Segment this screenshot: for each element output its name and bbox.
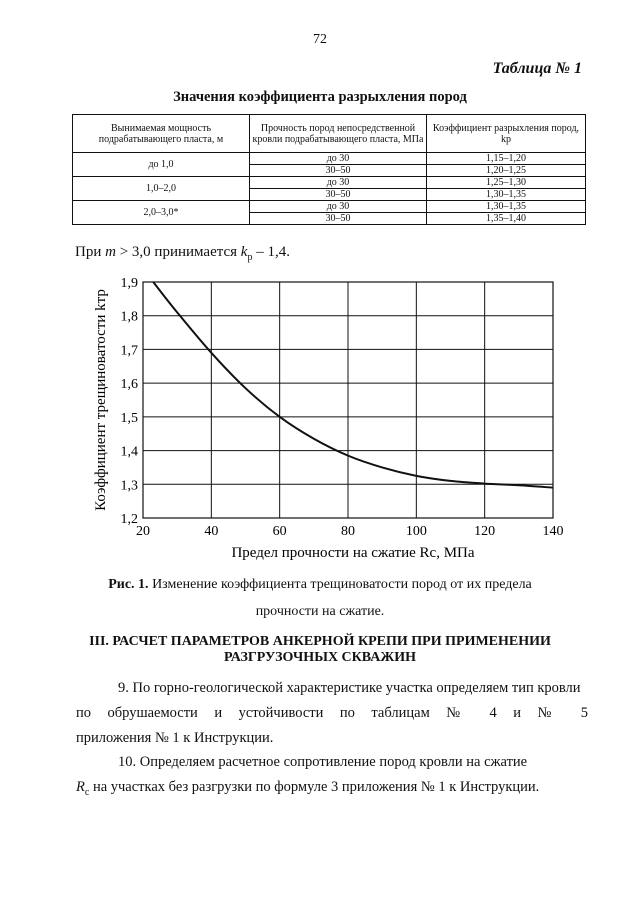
strength-cell: 30–50 (250, 213, 427, 225)
note-pre: При (75, 244, 106, 260)
strength-cell: 30–50 (250, 189, 427, 201)
figure-caption-label: Рис. 1. (108, 577, 149, 592)
note-k-sub: р (247, 252, 253, 263)
y-tick-label: 1,6 (120, 377, 138, 393)
x-axis-label: Предел прочности на сжатие Rc, МПа (231, 545, 475, 561)
paragraph-10 (76, 750, 588, 805)
chart-grid (143, 282, 553, 518)
coef-cell: 1,25–1,30 (427, 177, 586, 189)
strength-cell: до 30 (250, 153, 427, 165)
y-tick-label: 1,7 (120, 343, 138, 359)
strength-cell: до 30 (250, 177, 427, 189)
paragraph-9-line3: приложения № 1 к Инструкции. (76, 730, 274, 746)
x-tick-label: 40 (204, 524, 219, 539)
figure-caption (0, 571, 640, 625)
strength-cell: до 30 (250, 201, 427, 213)
table-title: Значения коэффициента разрыхления пород (173, 89, 467, 105)
x-tick-label: 140 (542, 524, 564, 539)
note-m: m (105, 244, 116, 260)
paragraph-9-line1: 9. По горно-геологической характеристике участка определяем тип кровли (118, 680, 581, 696)
note-post: – 1,4. (252, 244, 290, 260)
paragraph-9-line2: по обрушаемости и устойчивости по таблицам № 4 и № 5 (76, 705, 588, 721)
x-tick-label: 80 (341, 524, 355, 539)
y-axis-label: Коэффициент трещиноватости kтр (93, 289, 109, 511)
paragraph-10-line2: на участках без разгрузки по формуле 3 приложения № 1 к Инструкции. (89, 779, 540, 795)
y-tick-label: 1,8 (120, 309, 138, 325)
coef-cell: 1,15–1,20 (427, 153, 586, 165)
y-tick-label: 1,5 (120, 410, 138, 426)
figure-caption-line1: Изменение коэффициента трещиноватости пород от их предела (148, 577, 532, 592)
coef-cell: 1,30–1,35 (427, 189, 586, 201)
section-title-line1: III. РАСЧЕТ ПАРАМЕТРОВ АНКЕРНОЙ КРЕПИ ПРИ ПРИМЕНЕНИИ (89, 634, 551, 649)
coef-cell: 1,30–1,35 (427, 201, 586, 213)
header-thickness: Вынимаемая мощность подрабатывающего пласта, м (73, 115, 250, 153)
coef-cell: 1,20–1,25 (427, 165, 586, 177)
x-tick-label: 20 (136, 524, 150, 539)
series-curve (153, 282, 553, 488)
y-tick-label: 1,4 (120, 444, 138, 460)
thickness-cell: до 1,0 (73, 153, 250, 177)
header-coefficient: Коэффициент разрыхления пород, kр (427, 115, 586, 153)
coef-cell: 1,35–1,40 (427, 213, 586, 225)
note-k: k (240, 244, 248, 260)
thickness-cell: 2,0–3,0* (73, 201, 250, 225)
table-label: Таблица № 1 (492, 60, 582, 77)
x-tick-label: 60 (272, 524, 287, 539)
note-mid: > 3,0 принимается (115, 244, 241, 260)
y-tick-labels (121, 276, 139, 527)
x-tick-label: 100 (405, 524, 427, 539)
paragraph-10-r: R (76, 779, 85, 795)
x-tick-labels (136, 524, 564, 539)
page-number: 72 (313, 32, 327, 47)
paragraph-10-r-sub: с (84, 786, 90, 798)
paragraph-10-line1: 10. Определяем расчетное сопротивление пород кровли на сжатие (118, 754, 528, 770)
header-strength: Прочность пород непосредственной кровли подрабатывающего пласта, МПа (250, 115, 427, 153)
paragraph-9 (76, 676, 588, 751)
thickness-cell: 1,0–2,0 (73, 177, 250, 201)
section-title (0, 634, 640, 666)
section-title-line2: РАЗГРУЗОЧНЫХ СКВАЖИН (223, 650, 416, 665)
y-tick-label: 1,9 (120, 276, 138, 291)
figure-caption-line2: прочности на сжатие. (255, 604, 385, 619)
strength-cell: 30–50 (250, 165, 427, 177)
y-tick-label: 1,3 (120, 478, 138, 494)
y-tick-label: 1,2 (120, 512, 138, 527)
x-tick-label: 120 (474, 524, 496, 539)
